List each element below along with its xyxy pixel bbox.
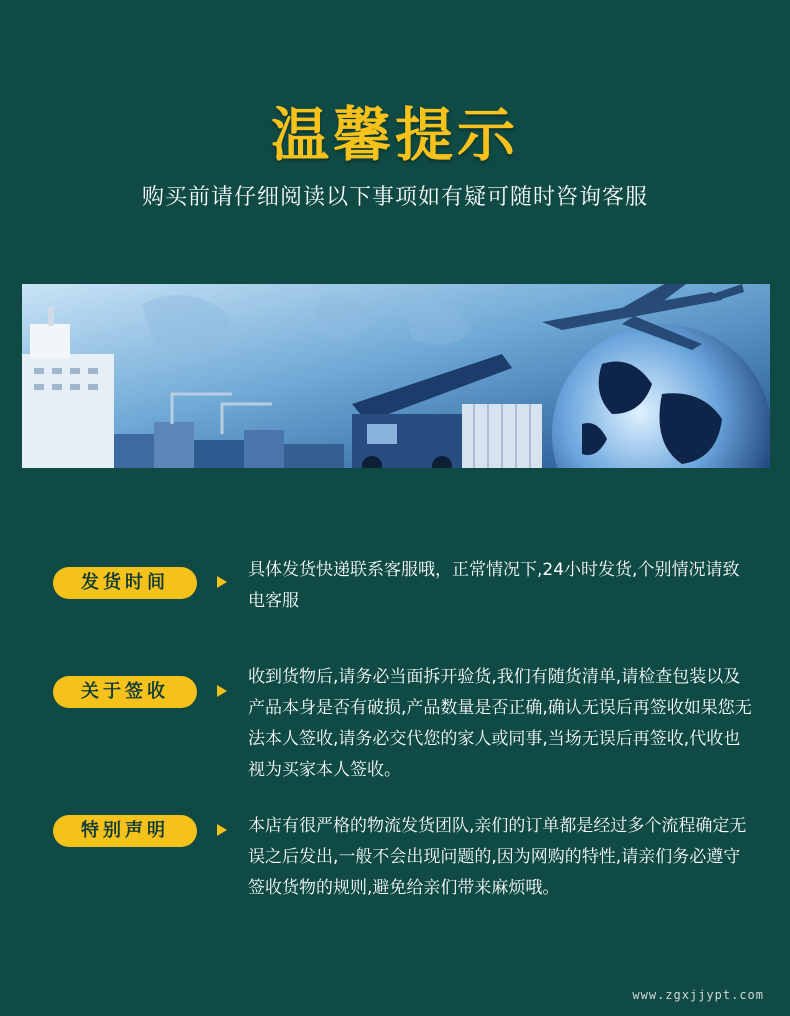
arrow-right-icon xyxy=(217,685,227,697)
label-shipping-time: 发货时间 xyxy=(53,567,197,599)
page-title: 温馨提示 xyxy=(270,101,519,169)
label-about-signing: 关于签收 xyxy=(53,676,197,708)
page-subtitle: 购买前请仔细阅读以下事项如有疑可随时咨询客服 xyxy=(141,185,648,210)
watermark: www.zgxjjypt.com xyxy=(632,988,764,1002)
arrow-right-icon xyxy=(217,576,227,588)
about-signing-text: 收到货物后,请务必当面拆开验货,我们有随货清单,请检查包装以及产品本身是否有破损,产品数量是否正确,确认无误后再签收如果您无法本人签收,请务必交代您的家人或同事,当场无误后再签收,代收也视为买家本人签收。 xyxy=(248,667,752,780)
logistics-banner-image xyxy=(22,284,770,468)
arrow-right-icon xyxy=(217,824,227,836)
shipping-time-text: 具体发货快递联系客服哦，正常情况下,24小时发货,个别情况请致电客服 xyxy=(248,560,740,611)
label-special-statement: 特别声明 xyxy=(53,815,197,847)
special-statement-text: 本店有很严格的物流发货团队,亲们的订单都是经过多个流程确定无误之后发出,一般不会出现问题的,因为网购的特性,请亲们务必遵守签收货物的规则,避免给亲们带来麻烦哦。 xyxy=(248,816,747,898)
